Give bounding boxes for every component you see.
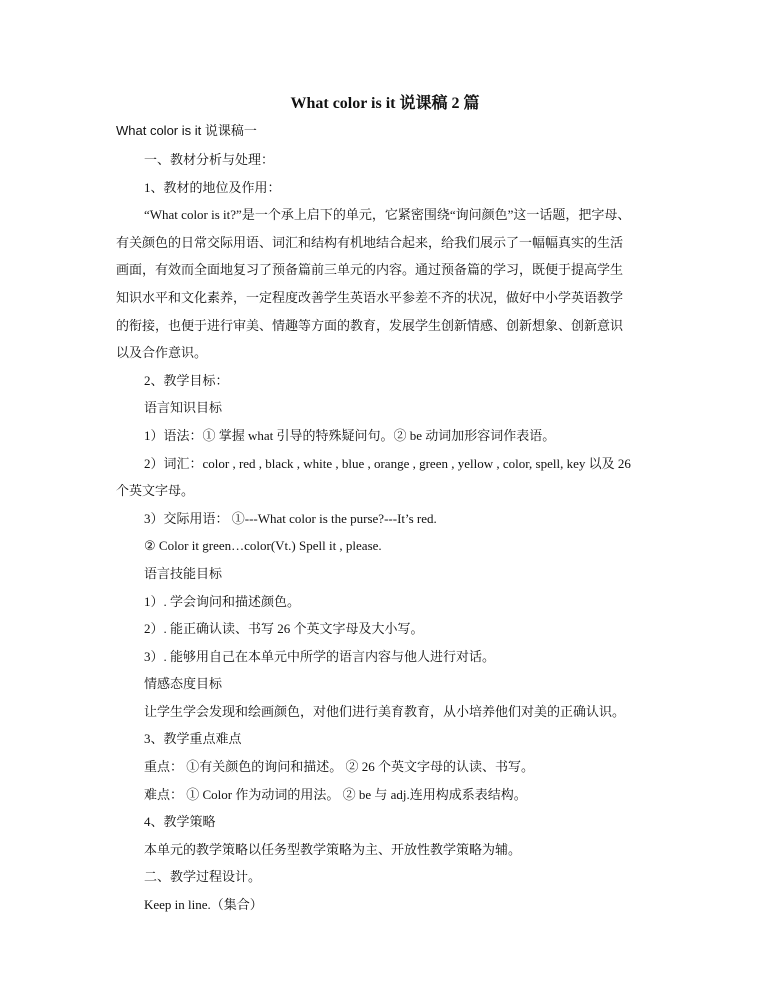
text-line: 3）. 能够用自己在本单元中所学的语言内容与他人进行对话。 (144, 648, 496, 664)
text-line: 一、教材分析与处理： (144, 152, 275, 167)
text-line: 情感态度目标 (144, 676, 223, 692)
document-body (116, 146, 656, 919)
text-line: Keep in line.（集合） (144, 897, 263, 913)
text-line: 以及合作意识。 (116, 345, 208, 361)
text-line: “What color is it?”是一个承上启下的单元，它紧密围绕“询问颜色”这一话题，把字母、 (144, 207, 631, 223)
text-line: 个英文字母。 (116, 483, 195, 499)
document-subtitle: What color is it 说课稿一 (116, 123, 257, 138)
text-line: 2）词汇：color , red , black , white , blue , orange , green , yellow , color, spell, key 以及 26 (144, 455, 631, 471)
text-line: 的衔接，也便于进行审美、情趣等方面的教育，发展学生创新情感、创新想象、创新意识 (116, 317, 624, 333)
text-line: 1）. 学会询问和描述颜色。 (144, 593, 301, 609)
text-line: 3、教学重点难点 (144, 731, 242, 747)
document-title: What color is it 说课稿 2 篇 (290, 95, 480, 112)
text-line: 难点： ① Color 作为动词的用法。 ② be 与 adj.连用构成系表结构。 (144, 786, 527, 802)
text-line: 二、教学过程设计。 (144, 869, 262, 885)
text-line: 1、教材的地位及作用： (144, 179, 281, 195)
text-line: 1）语法：① 掌握 what 引导的特殊疑问句。② be 动词加形容词作表语。 (144, 427, 556, 443)
text-line: 画面，有效而全面地复习了预备篇前三单元的内容。通过预备篇的学习，既便于提高学生 (116, 262, 624, 278)
text-line: 4、教学策略 (144, 814, 216, 830)
text-line: 2）. 能正确认读、书写 26 个英文字母及大小写。 (144, 621, 424, 637)
text-line: 2、教学目标： (144, 372, 229, 388)
text-line: 知识水平和文化素养，一定程度改善学生英语水平参差不齐的状况，做好中小学英语教学 (116, 289, 624, 305)
text-line: 语言知识目标 (144, 400, 223, 416)
text-line: 让学生学会发现和绘画颜色，对他们进行美育教育，从小培养他们对美的正确认识。 (144, 703, 626, 719)
text-line: 3）交际用语： ①---What color is the purse?---It’s red. (144, 510, 437, 526)
text-line: 本单元的教学策略以任务型教学策略为主、开放性教学策略为辅。 (144, 841, 522, 857)
text-line: ② Color it green…color(Vt.) Spell it , please. (144, 538, 382, 554)
text-line: 重点： ①有关颜色的询问和描述。 ② 26 个英文字母的认读、书写。 (144, 759, 535, 775)
text-line: 语言技能目标 (144, 565, 223, 581)
text-line: 有关颜色的日常交际用语、词汇和结构有机地结合起来，给我们展示了一幅幅真实的生活 (116, 234, 624, 250)
